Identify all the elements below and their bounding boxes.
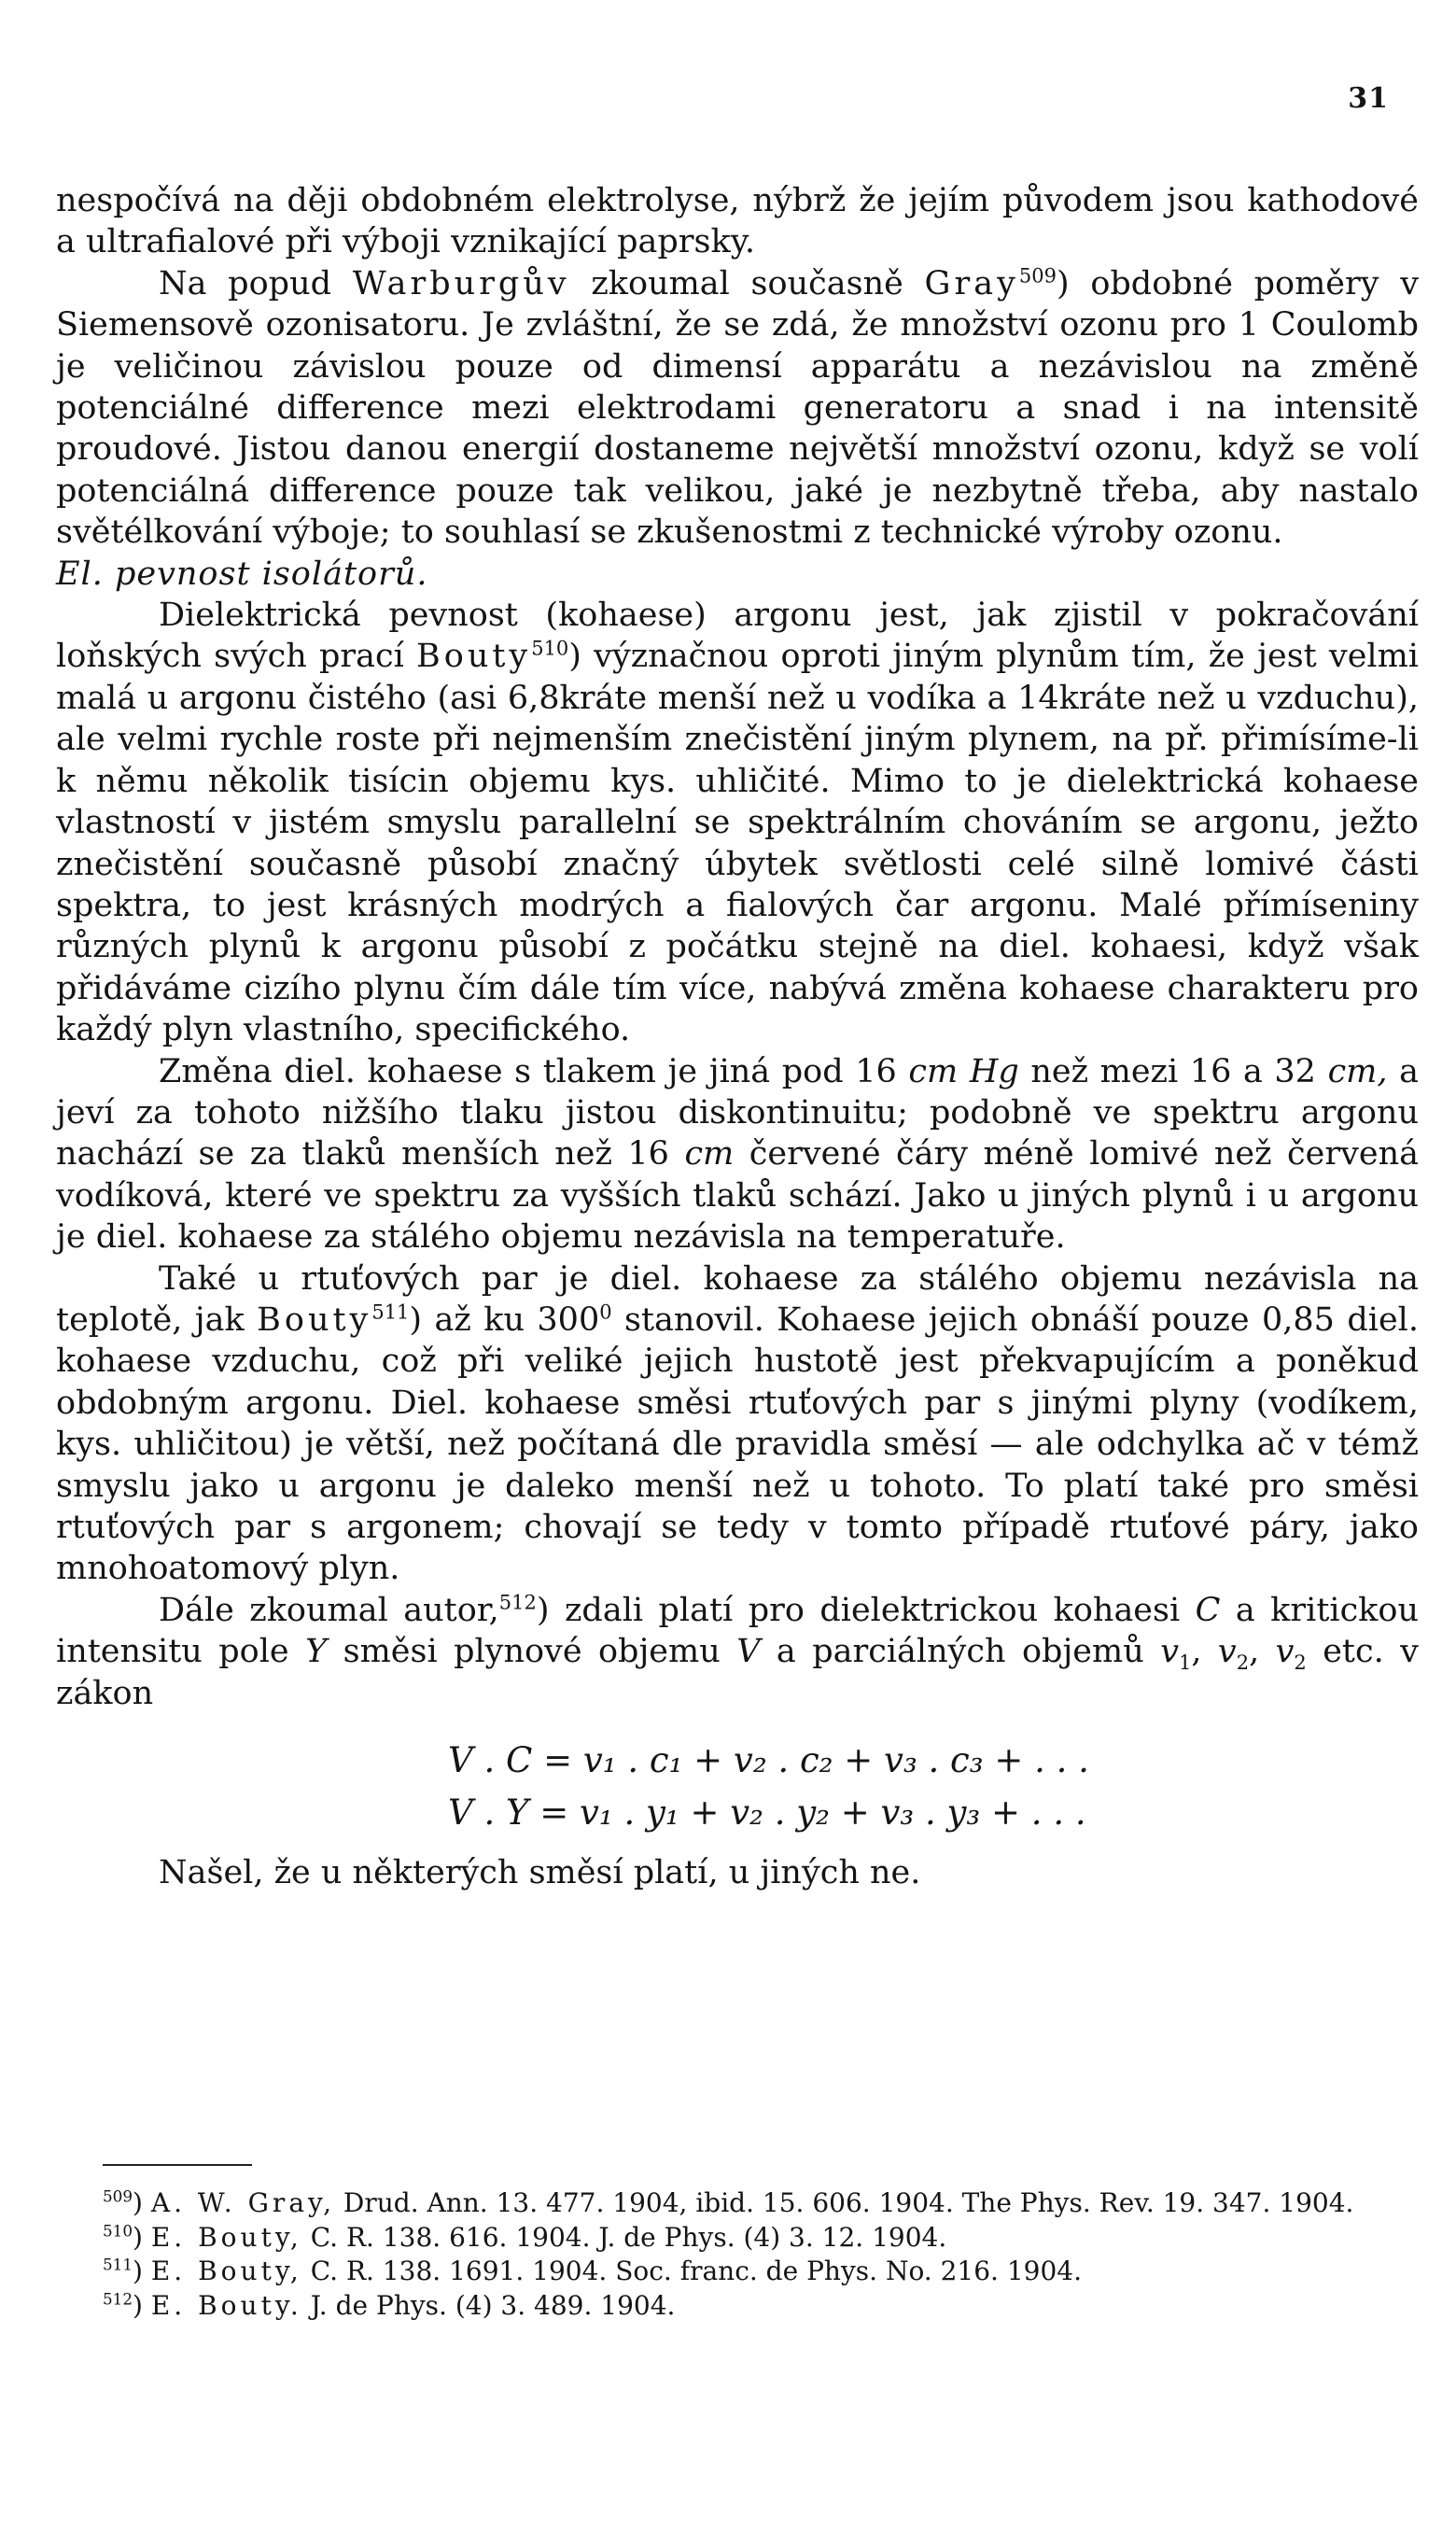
- footnote-divider: [103, 2164, 252, 2166]
- text-span: Na popud: [159, 264, 332, 302]
- footnote-author: E. Bouty,: [150, 2221, 302, 2253]
- text-span: a parciálných objemů: [776, 1633, 1144, 1671]
- unit: cm Hg: [908, 1052, 1019, 1090]
- footnotes: [56, 2164, 1419, 2323]
- symbol: v: [1275, 1633, 1295, 1671]
- text-span: ) význačnou oproti jiným plynům tím, že jest velmi malá u argonu čistého (asi 6,8kráte menší než u vodíka a 14kráte než u vzduchu), ale velmi rychle roste při nejmenším znečistění jiným plynem, na př. přimísíme-li k němu několik tisícin objemu kys. uhličité. Mimo to je dielektrická kohaese vlastností v jistém smyslu parallelní se spektrálním chováním se argonu, ježto znečistění současně působí značný úbytek světlosti celé silně lomivé části spektra, to jest krásných modrých a fialových čar argonu. Malé přímíseniny různých plynů k argonu působí z počátku stejně na diel. kohaesi, když však přidáváme cizího plynu čím dále tím více, nabývá změna kohaese charakteru pro každý plyn vlastního, specifického.: [56, 638, 1419, 1049]
- symbol: V: [736, 1633, 761, 1671]
- text-span: ) zdali platí pro dielektrickou kohaesi: [536, 1591, 1181, 1629]
- symbol: C: [1195, 1591, 1221, 1629]
- degree-mark: 0: [599, 1300, 612, 1324]
- main-text: [56, 180, 1419, 1893]
- author-name: Gray: [924, 264, 1019, 302]
- paragraph-dielectric: [56, 595, 1419, 1050]
- footnote-text: J. de Phys. (4) 3. 489. 1904.: [310, 2289, 676, 2321]
- footnote: $^{511}$) E. Bouty, C. R. 138. 1691. 1904. Soc. franc. de Phys. No. 216. 1904.: [103, 2255, 1083, 2286]
- footnote: $^{510}$) E. Bouty, C. R. 138. 616. 1904. J. de Phys. (4) 3. 12. 1904.: [103, 2221, 947, 2253]
- text-span: ) obdobné poměry v Siemensově ozonisatoru. Je zvláštní, že se zdá, že množství ozonu pro 1 Coulomb je veličinou závislou pouze od dimensí apparátu a nezávislou na změně potenciálné difference mezi elektrodami generatoru a snad i na intensitě proudové. Jistou danou energií dostaneme největší množství ozonu, když se volí potenciálná difference pouze tak velikou, jaké je nezbytně třeba, aby nastalo světélkování výboje; to souhlasí se zkušenostmi z technické výroby ozonu.: [56, 264, 1419, 552]
- footnote-number: 511: [103, 2255, 133, 2274]
- unit: cm: [684, 1135, 735, 1174]
- footnote-text: C. R. 138. 616. 1904. J. de Phys. (4) 3. 12. 1904.: [310, 2221, 947, 2253]
- subscript: 1: [1178, 1652, 1192, 1675]
- text-span: stanovil. Kohaese jejich obnáší pouze 0,85 diel. kohaese vzduchu, což při veliké jejich hustotě jest překvapujícím a poněkud obdobným argonu. Diel. kohaese směsi rtuťových par s jinými plyny (vodíkem, kys. uhličitou) je větší, než počítaná dle pravidla směsí — ale odchylka ač v témž smyslu jako u argonu je daleko menší než u tohoto. To platí také pro směsi rtuťových par s argonem; chovají se tedy v tomto případě rtuťové páry, jako mnohoatomový plyn.: [56, 1300, 1419, 1588]
- text-span: červené čáry méně lomivé než červená vodíková, které ve spektru za vyšších tlaků schází. Jako u jiných plynů i u argonu je diel. kohaese za stálého objemu nezávisla na temperatuře.: [56, 1135, 1419, 1257]
- footnote-ref: 511: [371, 1300, 410, 1324]
- text-span: etc. v zákon: [56, 1633, 1419, 1712]
- paragraph-gray: [56, 263, 1419, 554]
- author-name: Bouty: [416, 638, 532, 676]
- author-name: Bouty: [257, 1300, 372, 1339]
- paragraph-pressure: [56, 1051, 1419, 1258]
- text-span: a jeví za tohoto nižšího tlaku jistou diskontinuitu; podobně ve spektru argonu nachází se za tlaků menších než 16: [56, 1052, 1419, 1174]
- text-span: směsi plynové objemu: [343, 1633, 721, 1671]
- subscript: 2: [1236, 1652, 1250, 1675]
- symbol: Y: [305, 1633, 328, 1671]
- text-span: Také u rtuťových par je diel. kohaese za stálého objemu nezávisla na teplotě, jak: [56, 1259, 1419, 1339]
- footnote-author: E. Bouty.: [150, 2289, 302, 2321]
- footnote-text: Drud. Ann. 13. 477. 1904, ibid. 15. 606. 1904. The Phys. Rev. 19. 347. 1904.: [343, 2187, 1354, 2218]
- formula-capacity: V . C = v₁ . c₁ + v₂ . c₂ + v₃ . c₃ + . . .: [448, 1740, 1089, 1781]
- text-span: Dále zkoumal autor,: [159, 1591, 499, 1629]
- section-title: El. pevnost isolátorů.: [56, 555, 428, 593]
- footnote-author: A. W. Gray,: [150, 2187, 336, 2218]
- author-name: Warburgův: [352, 264, 570, 302]
- paragraph-mercury: [56, 1258, 1419, 1590]
- formula-block: [261, 1735, 1419, 1839]
- text-span: ) až ku 300: [409, 1300, 600, 1339]
- footnote-number: 509: [103, 2186, 133, 2206]
- symbol: v: [1217, 1633, 1237, 1671]
- text-span: Dielektrická pevnost (kohaese) argonu jest, jak zjistil v pokračování loňských svých prací: [56, 597, 1419, 676]
- footnote: $^{509}$) A. W. Gray, Drud. Ann. 13. 477. 1904, ibid. 15. 606. 1904. The Phys. Rev. 19. 347. 1904.: [103, 2186, 1354, 2218]
- text-span: Změna diel. kohaese s tlakem je jiná pod 16: [159, 1052, 897, 1090]
- footnote: $^{512}$) E. Bouty. J. de Phys. (4) 3. 489. 1904.: [103, 2289, 676, 2321]
- paragraph-conclusion: [56, 1852, 1419, 1893]
- footnote-ref: 510: [531, 637, 569, 660]
- footnote-ref: 509: [1018, 264, 1057, 288]
- symbol: v: [1160, 1633, 1179, 1671]
- page-number: 31: [1348, 82, 1389, 115]
- formula-field: V . Y = v₁ . y₁ + v₂ . y₂ + v₃ . y₃ + . . .: [448, 1792, 1086, 1834]
- footnote-author: E. Bouty,: [150, 2256, 302, 2286]
- subscript: 2: [1294, 1652, 1307, 1675]
- footnote-text: C. R. 138. 1691. 1904. Soc. franc. de Phys. No. 216. 1904.: [310, 2256, 1083, 2286]
- text-span: než mezi 16 a 32: [1030, 1052, 1316, 1090]
- text-span: a kritickou intensitu pole: [56, 1591, 1419, 1671]
- text-span: nespočívá na ději obdobném elektrolyse, nýbrž že jejím původem jsou kathodové a ultrafialové při výboji vznikající paprsky.: [56, 182, 1419, 261]
- paragraph-continuation: [56, 180, 1419, 263]
- footnote-number: 510: [103, 2221, 133, 2241]
- text-span: zkoumal současně: [591, 264, 903, 302]
- paragraph-mixtures: Dále zkoumal autor,$^{512}$) zdali platí pro dielektrickou kohaesi C a kritickou intensitu pole Y směsi plynové objemu V a parciálných objemů $v_1$, $v_2$, $v_2$ etc. v zákon: [56, 1591, 1419, 1712]
- unit: cm,: [1327, 1052, 1388, 1090]
- footnote-ref: 512: [498, 1591, 537, 1614]
- footnote-number: 512: [103, 2289, 133, 2309]
- text-span: Našel, že u některých směsí platí, u jiných ne.: [159, 1854, 921, 1892]
